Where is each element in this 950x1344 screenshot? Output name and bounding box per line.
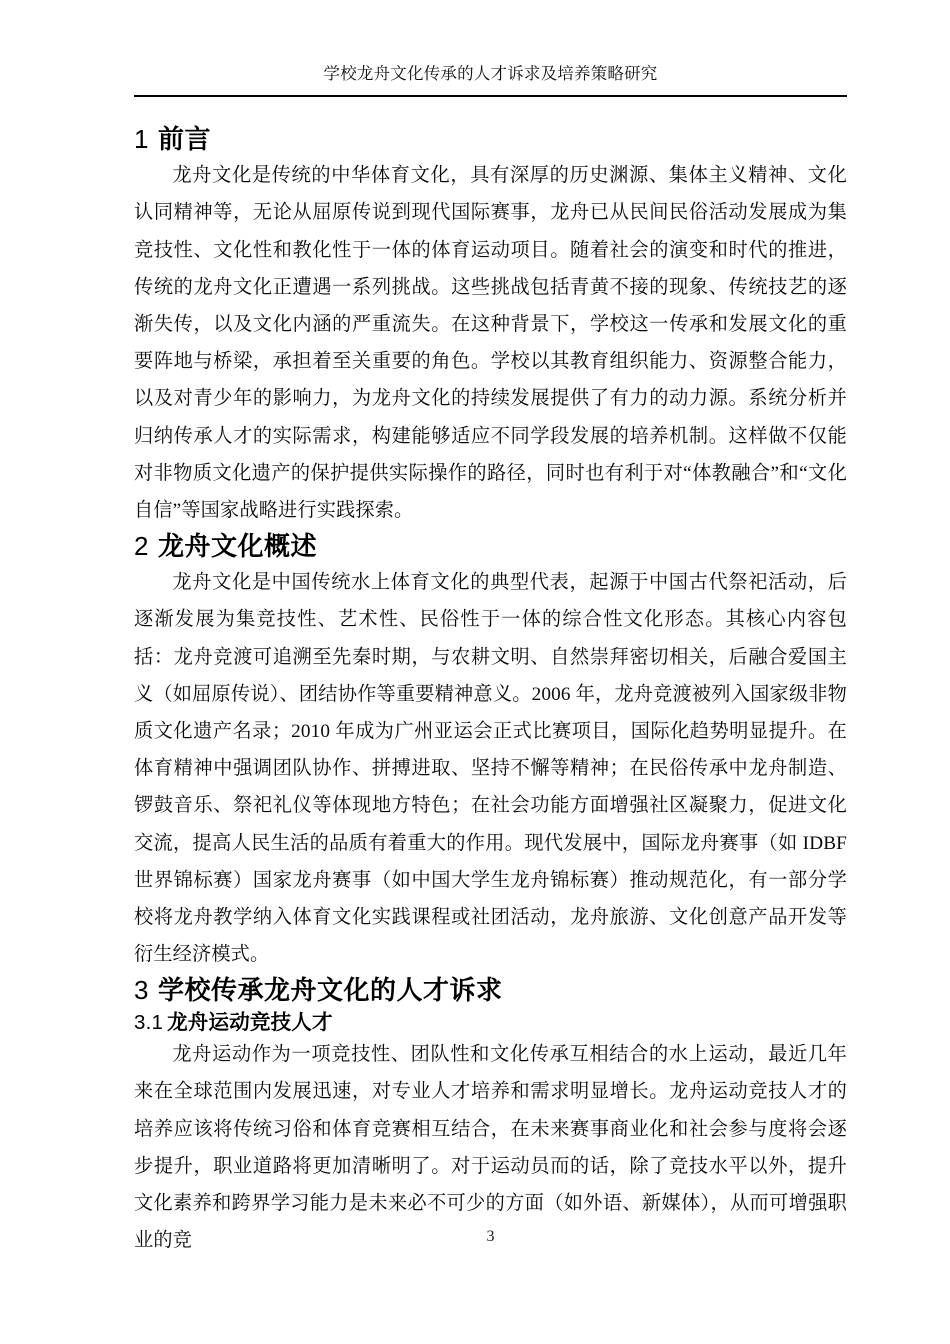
paragraph-section-2-1: 龙舟文化是中国传统水上体育文化的典型代表，起源于中国古代祭祀活动，后逐渐发展为集竞技性、艺术性、民俗性于一体的综合性文化形态。其核心内容包括：龙舟竞渡可追溯至先秦时期，与农耕文明、自然崇拜密切相关，后融合爱国主义（如屈原传说）、团结协作等重要精神意义。2006 年，龙舟竞渡被列入国家级非物质文化遗产名录；2010 年成为广州亚运会正式比赛项目，国际化趋势明显提升。在体育精神中强调团队协作、拼搏进取、坚持不懈等精神；在民俗传承中龙舟制造、锣鼓音乐、祭祀礼仪等体现地方特色；在社会功能方面增强社区凝聚力，促进文化交流，提高人民生活的品质有着重大的作用。现代发展中，国际龙舟赛事（如 IDBF 世界锦标赛）国家龙舟赛事（如中国大学生龙舟锦标赛）推动规范化，有一部分学校将龙舟教学纳入体育文化实践课程或社团活动，龙舟旅游、文化创意产品开发等衍生经济模式。 — [134, 572, 847, 966]
header-divider-rule — [134, 95, 847, 97]
heading-section-2-number: 2 — [134, 531, 149, 562]
heading-section-3-title: 学校传承龙舟文化的人才诉求 — [157, 975, 503, 1006]
heading-section-2 — [134, 529, 847, 564]
heading-section-3-1-number: 3.1 — [134, 1010, 164, 1034]
header-title: 学校龙舟文化传承的人才诉求及培养策略研究 — [323, 65, 658, 83]
page-number: 3 — [486, 1228, 495, 1245]
page-footer — [134, 1228, 847, 1246]
heading-section-2-title: 龙舟文化概述 — [157, 531, 317, 562]
heading-section-3-1 — [134, 1009, 847, 1037]
heading-section-3-number: 3 — [134, 975, 149, 1006]
paragraph-section-1-1: 龙舟文化是传统的中华体育文化，具有深厚的历史渊源、集体主义精神、文化认同精神等，无论从屈原传说到现代国际赛事，龙舟已从民间民俗活动发展成为集竞技性、文化性和教化性于一体的体育运动项目。随着社会的演变和时代的推进，传统的龙舟文化正遭遇一系列挑战。这些挑战包括青黄不接的现象、传统技艺的逐渐失传，以及文化内涵的严重流失。在这种背景下，学校这一传承和发展文化的重要阵地与桥梁，承担着至关重要的角色。学校以其教育组织能力、资源整合能力，以及对青少年的影响力，为龙舟文化的持续发展提供了有力的动力源。系统分析并归纳传承人才的实际需求，构建能够适应不同学段发展的培养机制。这样做不仅能对非物质文化遗产的保护提供实际操作的路径，同时也有利于对“体教融合”和“文化自信”等国家战略进行实践探索。 — [134, 165, 847, 521]
heading-section-3-1-title: 龙舟运动竞技人才 — [167, 1010, 333, 1034]
heading-section-3 — [134, 973, 847, 1008]
heading-section-1-title: 前言 — [157, 124, 211, 154]
document-body — [134, 122, 847, 1259]
heading-section-1-number: 1 — [134, 124, 149, 154]
paragraph-section-3-1-1: 龙舟运动作为一项竞技性、团队性和文化传承互相结合的水上运动，最近几年来在全球范围内发展迅速，对专业人才培养和需求明显增长。龙舟运动竞技人才的培养应该将传统习俗和体育竞赛相互结合，在未来赛事商业化和社会参与度将会逐步提升，职业道路将更加清晰明了。对于运动员而的话，除了竞技水平以外，提升文化素养和跨界学习能力是未来必不可少的方面（如外语、新媒体），从而可增强职业的竞 — [134, 1044, 847, 1252]
page-header — [134, 64, 847, 85]
heading-section-1 — [134, 122, 847, 157]
